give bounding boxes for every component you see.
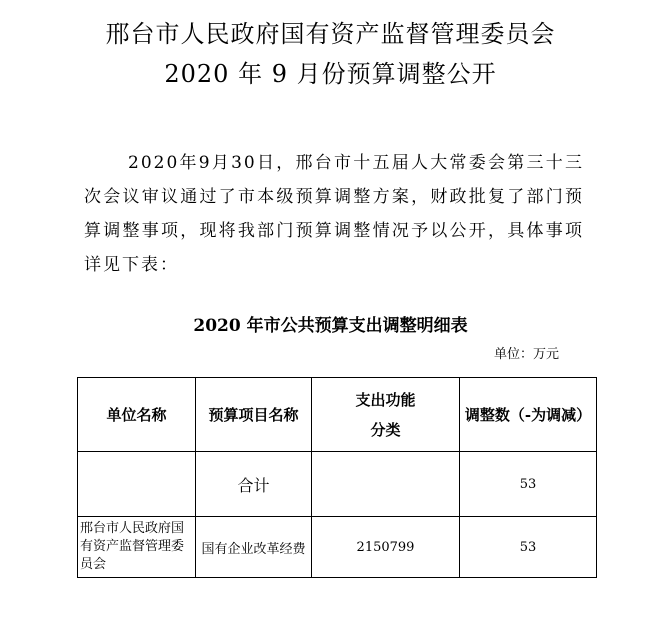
document-title-line1: 邢台市人民政府国有资产监督管理委员会 [105, 20, 556, 48]
table-header-row [78, 378, 597, 452]
intro-paragraph [84, 146, 584, 282]
header-function-class [312, 378, 460, 452]
header-adjustment: 调整数（-为调减） [460, 378, 597, 452]
unit-note: 单位：万元 [494, 347, 560, 362]
header-project-name: 预算项目名称 [196, 378, 312, 452]
table-title: 2020 年市公共预算支出调整明细表 [193, 316, 468, 336]
total-unit-cell [78, 452, 196, 517]
row-project-name: 国有企业改革经费 [196, 517, 312, 578]
total-value: 53 [460, 452, 597, 517]
row-function-code: 2150799 [312, 517, 460, 578]
header-function-class-line1: 支出功能 [355, 390, 416, 409]
table-total-row [78, 452, 597, 517]
intro-paragraph-text: 2020年9月30日，邢台市十五届人大常委会第三十三次会议审议通过了市本级预算调整方案，财政批复了部门预算调整事项，现将我部门预算调整情况予以公开，具体事项详见下表： [84, 153, 584, 275]
row-unit-name: 邢台市人民政府国有资产监督管理委员会 [78, 517, 196, 578]
document-title-line2: 2020 年 9 月份预算调整公开 [164, 60, 497, 88]
table-row [78, 517, 597, 578]
header-function-class-line2: 分类 [370, 420, 401, 439]
total-function-cell [312, 452, 460, 517]
budget-adjustment-table [77, 377, 597, 578]
total-label: 合计 [196, 452, 312, 517]
row-adjustment-value: 53 [460, 517, 597, 578]
header-unit-name: 单位名称 [78, 378, 196, 452]
